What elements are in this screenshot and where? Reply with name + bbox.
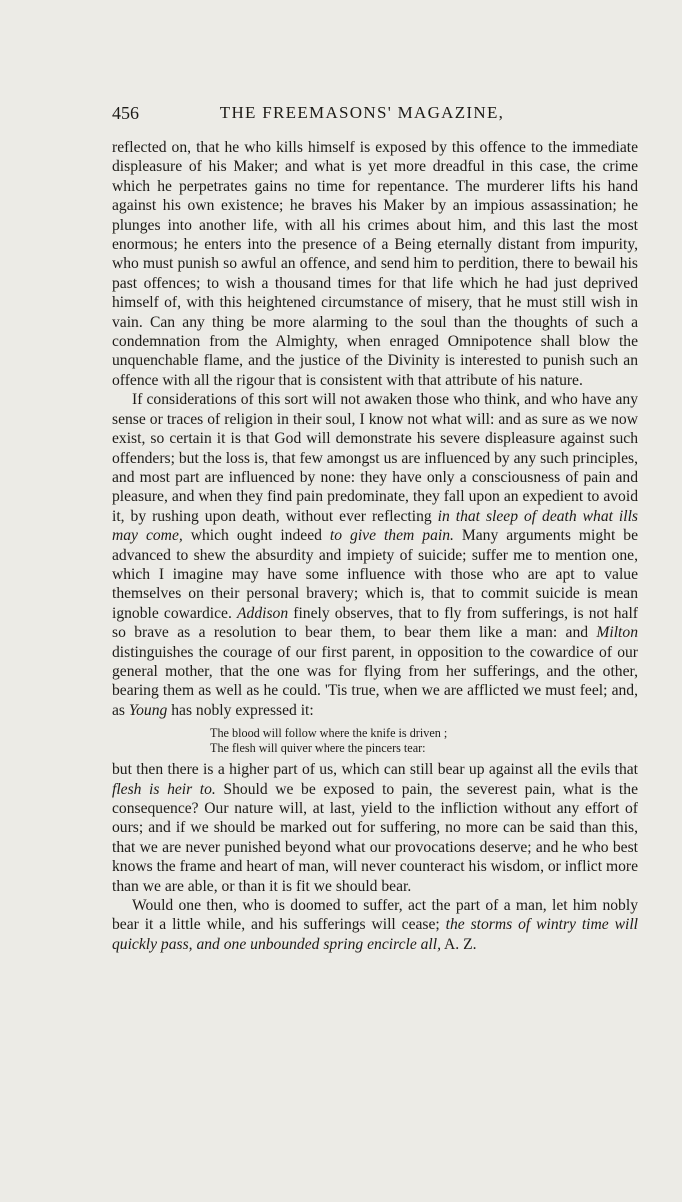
- p2-text-a: If considerations of this sort will not awaken those who think, and who have any sense or traces of religion in their soul, I know not what will: and as sure as we now exist, so certain it is that God will demonstrate his severe displeasure against such offenders; but the loss is, that few amongst us are influenced by any such principles, and most part are influenced by none: they have only a consciousness of pain and pleasure, and when they find pain predominate, they fall upon an expedient to avoid it, by rushing upon death, without ever reflecting: [112, 391, 638, 525]
- p2-text-f: has nobly expressed it:: [167, 701, 314, 719]
- p2-text-b: which ought indeed: [182, 527, 330, 545]
- addison-name: Addison: [237, 604, 289, 622]
- p2-text-e: distinguishes the courage of our first parent, in opposition to the cowardice of our general mother, that the one was for flying from her sufferings, and the other, bearing them as well as he could. 'Tis true, when we are afflicted we must feel; and, as: [112, 643, 638, 719]
- young-name: Young: [128, 701, 168, 719]
- paragraph-4: [112, 896, 638, 954]
- page-number: 456: [112, 103, 139, 123]
- verse-line: The blood will follow where the knife is driven ;: [210, 726, 448, 741]
- paragraph-2: [112, 390, 638, 720]
- p2-text-d: finely observes, that to fly from sufferings, is not half so brave as a resolution to bear them, to bear them like a man: and: [112, 604, 638, 642]
- page-header: [112, 103, 612, 129]
- flesh-quote: flesh is heir to.: [112, 780, 216, 798]
- p4-text-a: Would one then, who is doomed to suffer, act the part of a man, let him nobly bear it a little while, and his sufferings will cease;: [112, 897, 638, 934]
- shakespeare-quote: in that sleep of death what ills may come,: [112, 507, 638, 545]
- paragraph-3: [112, 760, 638, 896]
- p3-text-a: but then there is a higher part of us, which can still bear up against all the evils that: [112, 761, 638, 779]
- verse-line: The flesh will quiver where the pincers tear:: [210, 741, 426, 756]
- p3-text-b: Should we be exposed to pain, the severest pain, what is the consequence? Our nature will, at last, yield to the infliction without any effort of ours; and if we should be marked out for suffering, no more can be said than this, that we are never punished beyond what our provocations deserve; and he who best knows the frame and heart of man, will never counteract his wisdom, or inflict more than we are able, or than it is fit we should bear.: [112, 780, 638, 895]
- paragraph-1: reflected on, that he who kills himself is exposed by this offence to the immediate displeasure of his Maker; and what is yet more dreadful in this case, the crime which he perpetrates gains no time for repentance. The murderer lifts his hand against his own existence; he braves his Maker by an impious assassination; he plunges into another life, with all his crimes about him, and this last the most enormous; he enters into the presence of a Being eternally distant from impurity, who must punish so awful an offence, and send him to perdition, there to bewail his past offences; to wish a thousand times for that life which he had just deprived himself of, with this heightened circumstance of misery, that he must still wish in vain. Can any thing be more alarming to the soul than the thoughts of such a condemnation from the Almighty, when enraged Omnipotence shall blow the unquenchable flame, and the justice of the Divinity is interested to punish such an offence with all the rigour that is consistent with that attribute of his nature.: [112, 139, 638, 389]
- p2-text-c: Many arguments might be advanced to shew the absurdity and impiety of suicide; suffer me to mention one, which I imagine may have some influence with those who are apt to value themselves on their personal bravery; which is, that to commit suicide is mean ignoble cowardice.: [112, 527, 638, 622]
- closing-quote: the storms of wintry time will quickly pass, and one unbounded spring encircle all,: [112, 916, 638, 953]
- running-title: THE FREEMASONS' MAGAZINE,: [219, 103, 505, 122]
- article-body: [112, 138, 638, 954]
- author-signature: A. Z.: [441, 935, 477, 953]
- give-them-pain: to give them pain.: [329, 527, 454, 545]
- verse-quote: [210, 726, 638, 756]
- milton-name: Milton: [596, 624, 638, 642]
